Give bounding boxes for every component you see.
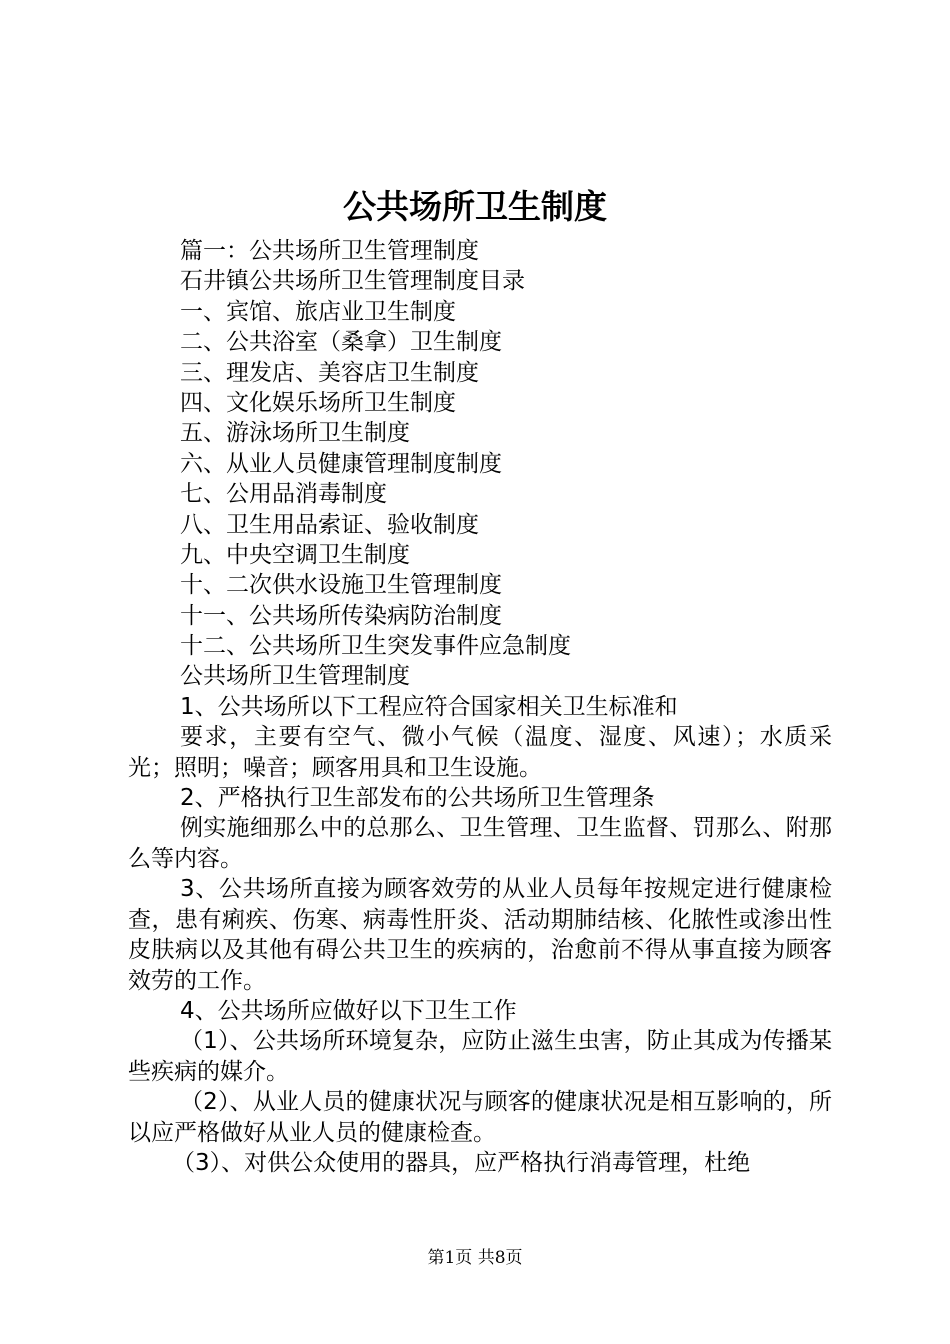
toc-item-1: 一、宾馆、旅店业卫生制度 — [180, 298, 456, 325]
document-body — [128, 236, 832, 1178]
toc-item-6: 六、从业人员健康管理制度制度 — [180, 450, 502, 477]
clause-1-heading: 1、公共场所以下工程应符合国家相关卫生标准和 — [180, 693, 678, 720]
toc-item-2: 二、公共浴室（桑拿）卫生制度 — [180, 329, 502, 356]
clause-2-body: 例实施细那么中的总那么、卫生管理、卫生监督、罚那么、附那么等内容。 — [128, 815, 832, 872]
toc-item-10: 十、二次供水设施卫生管理制度 — [180, 572, 502, 599]
toc-item-8: 八、卫生用品索证、验收制度 — [180, 511, 479, 538]
text-line: 石井镇公共场所卫生管理制度目录 — [180, 268, 525, 295]
page-footer: 第1页 共8页 — [427, 1248, 523, 1268]
clause-2-heading: 2、严格执行卫生部发布的公共场所卫生管理条 — [180, 785, 655, 812]
clause-4-item-2: （2）、从业人员的健康状况与顾客的健康状况是相互影响的，所以应严格做好从业人员的健康检查。 — [128, 1089, 832, 1146]
text-line: 篇一：公共场所卫生管理制度 — [180, 238, 479, 264]
toc-item-12: 十二、公共场所卫生突发事件应急制度 — [180, 633, 571, 660]
section-heading: 公共场所卫生管理制度 — [180, 663, 410, 690]
toc-item-9: 九、中央空调卫生制度 — [180, 541, 410, 568]
toc-item-11: 十一、公共场所传染病防治制度 — [180, 602, 502, 629]
clause-3: 3、公共场所直接为顾客效劳的从业人员每年按规定进行健康检查，患有痢疾、伤寒、病毒性肝炎、活动期肺结核、化脓性或渗出性皮肤病以及其他有碍公共卫生的疾病的，治愈前不得从事直接为顾客效劳的工作。 — [128, 876, 832, 994]
clause-4-item-3: （3）、对供公众使用的器具，应严格执行消毒管理，杜绝 — [172, 1149, 751, 1176]
page-title: 公共场所卫生制度 — [343, 187, 607, 226]
toc-item-7: 七、公用品消毒制度 — [180, 481, 387, 508]
toc-item-5: 五、游泳场所卫生制度 — [180, 420, 410, 447]
clause-1-body: 要求，主要有空气、微小气候（温度、湿度、风速）；水质采光；照明；噪音；顾客用具和卫生设施。 — [128, 724, 832, 781]
clause-4-item-1: （1）、公共场所环境复杂，应防止滋生虫害，防止其成为传播某些疾病的媒介。 — [128, 1028, 832, 1085]
toc-item-4: 四、文化娱乐场所卫生制度 — [180, 389, 456, 416]
clause-4-heading: 4、公共场所应做好以下卫生工作 — [180, 997, 517, 1024]
toc-item-3: 三、理发店、美容店卫生制度 — [180, 359, 479, 386]
